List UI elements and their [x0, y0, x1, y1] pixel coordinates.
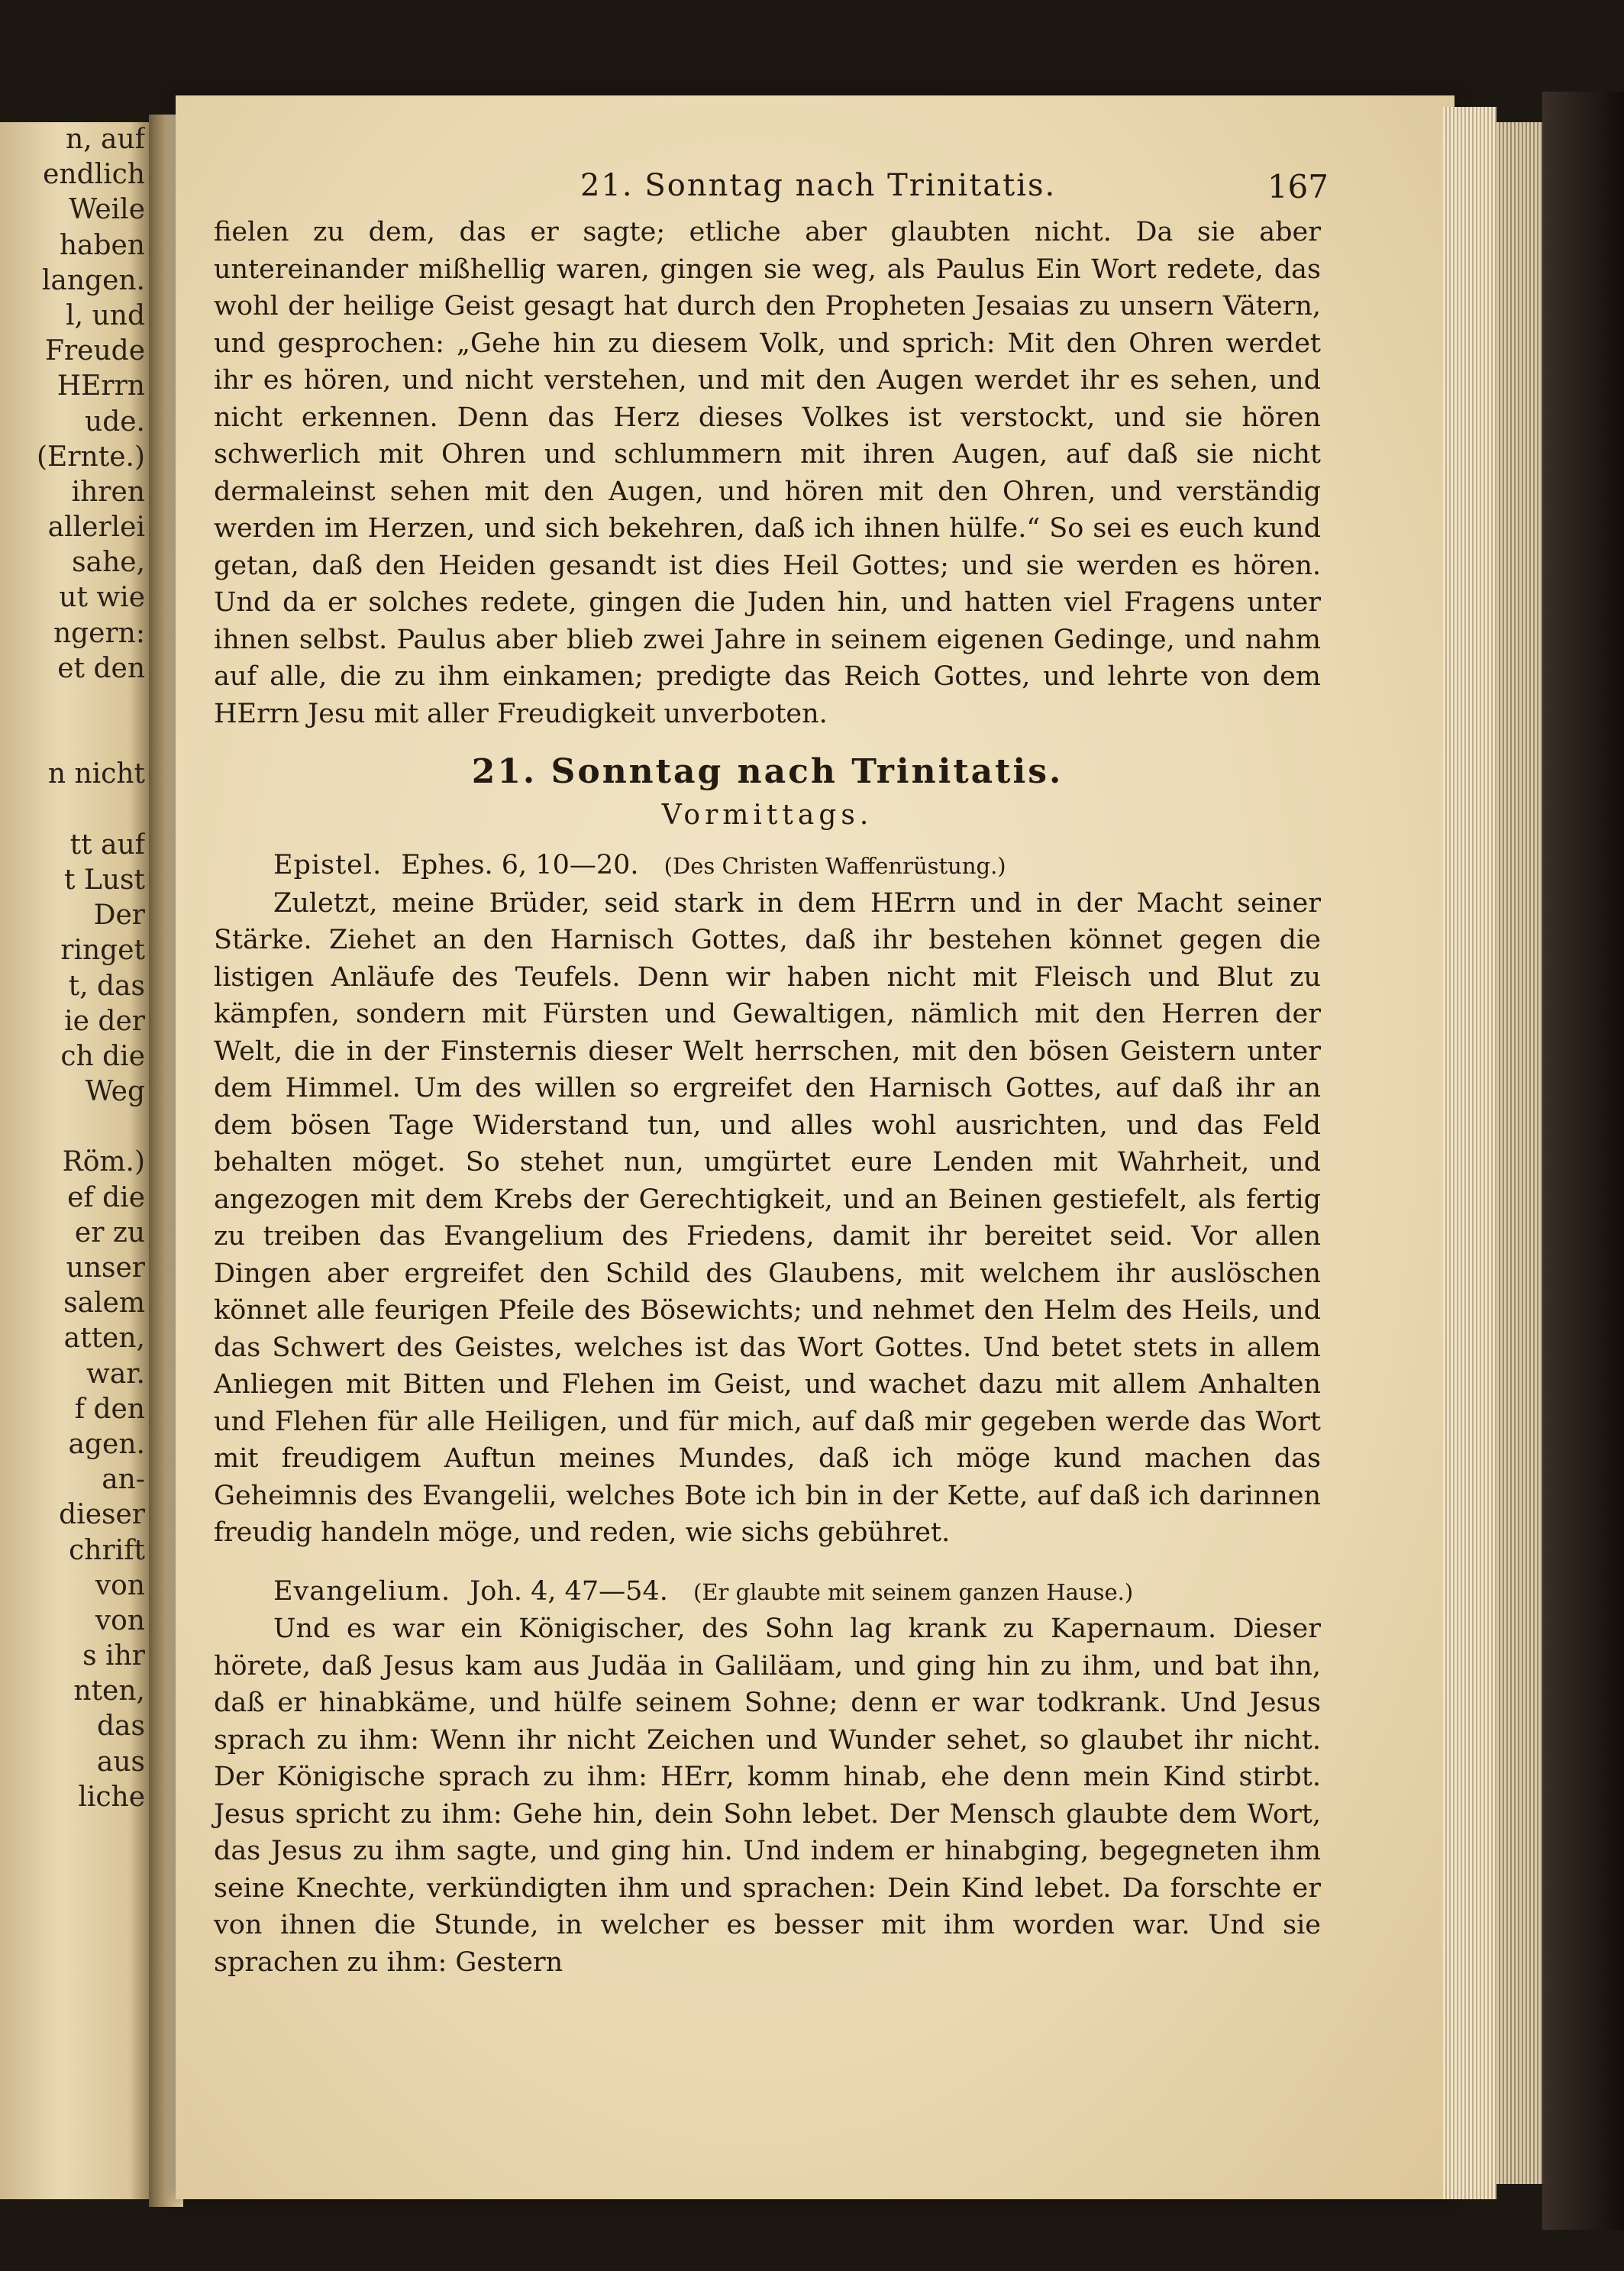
- left-page-line: n nicht: [47, 758, 145, 790]
- running-head: [214, 168, 1329, 214]
- epistle-text: Zuletzt, meine Brüder, seid stark in dem HErrn und in der Macht seiner Stärke. Ziehet an den Harnisch Gottes, daß ihr bestehen könnet gegen die listigen Anläufe des Teufels. Denn wir haben nicht mit Fleisch und Blut zu kämpfen, sondern mit Fürsten und Gewaltigen, nämlich mit den Herren der Welt, die in der Finsternis dieser Welt herrschen, mit den bösen Geistern unter dem Himmel. Um des willen so ergreifet den Harnisch Gottes, auf daß ihr an dem bösen Tage Widerstand tun, und alles wohl ausrichten, und das Feld behalten möget. So stehet nun, umgürtet eure Lenden mit Wahrheit, und angezogen mit dem Krebs der Gerechtigkeit, und an Beinen gestiefelt, als fertig zu treiben das Evangelium des Friedens, damit ihr bereitet seid. Vor allen Dingen aber ergreifet den Schild des Glaubens, mit welchem ihr auslöschen könnet alle feurigen Pfeile des Bösewichts; und nehmet den Helm des Heils, und das Schwert des Geistes, welches ist das Wort Gottes. Und betet stets in allem Anliegen mit Bitten und Flehen im Geist, und wachet dazu mit allem Anhalten und Flehen für alle Heiligen, und für mich, auf daß mir gegeben werde das Wort mit freudigem Auftun meines Mundes, daß ich möge kund machen das Geheimnis des Evangelii, welches Bote ich bin in der Kette, auf daß ich darinnen freudig handeln möge, und reden, wie sichs gebühret.: [214, 887, 1321, 1548]
- left-page-line: l, und: [66, 299, 145, 331]
- left-page-line: nten,: [73, 1675, 145, 1707]
- left-page-line: t Lust: [64, 864, 145, 896]
- left-page-line: HErrn: [57, 370, 145, 402]
- epistle-reference: Ephes. 6, 10—20.: [401, 850, 639, 880]
- left-page-line: Röm.): [62, 1146, 145, 1178]
- left-page-line: haben: [59, 229, 145, 261]
- left-page-line: von: [95, 1569, 145, 1601]
- left-page-line: das: [97, 1711, 145, 1743]
- left-page-line: Weile: [69, 194, 145, 226]
- left-page-line: aus: [96, 1746, 145, 1778]
- left-page-line: sahe,: [72, 547, 145, 579]
- page-edges: [1443, 107, 1496, 2199]
- page-content: [214, 168, 1329, 1981]
- left-page-line: war.: [86, 1358, 145, 1390]
- left-page-line: liche: [78, 1781, 145, 1813]
- left-page-line: ef die: [67, 1181, 145, 1213]
- left-page-line: ihren: [71, 476, 145, 508]
- left-page-line: [0, 1110, 145, 1145]
- page-number: 167: [1267, 168, 1329, 205]
- left-page-line: er zu: [74, 1216, 145, 1249]
- left-page-line: f den: [74, 1393, 145, 1425]
- epistle-note: (Des Christen Waffenrüstung.): [663, 853, 1006, 879]
- left-page-line: ie der: [64, 1005, 145, 1037]
- gospel-reference: Joh. 4, 47—54.: [470, 1575, 668, 1607]
- left-page-line: n, auf: [65, 124, 145, 155]
- left-page-line: allerlei: [47, 512, 145, 544]
- left-page-line: ut wie: [59, 582, 145, 614]
- epistle-label: Epistel.: [273, 850, 383, 880]
- gospel-text: Und es war ein Königischer, des Sohn lag krank zu Kapernaum. Dieser hörete, daß Jesus kam aus Judäa in Galiläam, und ging hin zu ihm, und bat ihn, daß er hinabkäme, und hülfe seinem Sohne; denn er war todkrank. Und Jesus sprach zu ihm: Wenn ihr nicht Zeichen und Wunder sehet, so glaubet ihr nicht. Der Königische sprach zu ihm: HErr, komm hinab, ehe denn mein Kind stirbt. Jesus spricht zu ihm: Gehe hin, dein Sohn lebet. Der Mensch glaubte dem Wort, das Jesus zu ihm sagte, und ging hin. Und indem er hinabging, begegneten ihm seine Knechte, verkündigten ihm und sprachen: Dein Kind lebet. Da forschte er von ihnen die Stunde, in welcher es besser mit ihm worden war. Und sie sprachen zu ihm: Gestern: [214, 1614, 1321, 1978]
- gospel-heading: [214, 1573, 1321, 1611]
- left-page-line: chrift: [69, 1534, 145, 1566]
- left-page-text: [0, 122, 145, 1815]
- left-page-line: [0, 722, 145, 757]
- left-page-line: ch die: [60, 1040, 145, 1072]
- left-page-line: an-: [102, 1464, 145, 1496]
- page-edges-back: [1496, 122, 1542, 2184]
- left-page-line: (Ernte.): [37, 441, 145, 473]
- left-page-line: atten,: [63, 1323, 145, 1355]
- left-page-line: Weg: [85, 1076, 145, 1108]
- left-page-line: tt auf: [69, 829, 145, 861]
- running-head-title: 21. Sonntag nach Trinitatis.: [580, 168, 1057, 203]
- left-page-line: von: [95, 1604, 145, 1636]
- left-page-line: ringet: [60, 935, 145, 967]
- left-page-line: unser: [66, 1252, 145, 1284]
- section-subheading: Vormittags.: [661, 800, 873, 831]
- left-page-line: agen.: [68, 1428, 145, 1460]
- left-page-line: salem: [63, 1287, 145, 1320]
- left-page-line: ngern:: [53, 617, 145, 649]
- left-page-line: [0, 793, 145, 828]
- left-page-line: langen.: [41, 264, 145, 296]
- left-page-line: Der: [93, 900, 145, 932]
- intro-paragraph: fielen zu dem, das er sagte; etliche aber glaubten nicht. Da sie aber untereinander mißhellig waren, gingen sie weg, als Paulus Ein Wort redete, das wohl der heilige Geist gesagt hat durch den Propheten Jesaias zu unsern Vätern, und gesprochen: „Gehe hin zu diesem Volk, und sprich: Mit den Ohren werdet ihr es hören, und nicht verstehen, und mit den Augen werdet ihr es sehen, und nicht erkennen. Denn das Herz dieses Volkes ist verstockt, und sie hören schwerlich mit Ohren und schlummern mit ihren Augen, auf daß sie nicht dermaleinst sehen mit den Augen, und hören mit den Ohren, und verständig werden im Herzen, und sich bekehren, daß ich ihnen hülfe.“ So sei es euch kund getan, daß den Heiden gesandt ist dies Heil Gottes; und sie werden es hören. Und da er solches redete, gingen die Juden hin, und hatten viel Fragens unter ihnen selbst. Paulus aber blieb zwei Jahre in seinem eigenen Gedinge, und nahm auf alle, die zu ihm einkamen; predigte das Reich Gottes, und lehrte von dem HErrn Jesu mit aller Freudigkeit unverboten.: [214, 217, 1321, 729]
- epistle-heading: [214, 847, 1321, 885]
- left-page-line: s ihr: [82, 1640, 145, 1672]
- left-page-line: [0, 686, 145, 722]
- book-cover: [1542, 92, 1624, 2230]
- left-page: [0, 122, 153, 2199]
- gospel-note: (Er glaubte mit seinem ganzen Hause.): [693, 1578, 1134, 1605]
- left-page-line: dieser: [59, 1499, 145, 1531]
- left-page-line: ude.: [85, 405, 145, 438]
- left-page-line: Freude: [44, 335, 145, 367]
- gospel-label: Evangelium.: [273, 1575, 451, 1607]
- left-page-line: et den: [57, 652, 145, 684]
- left-page-line: endlich: [43, 159, 145, 191]
- left-page-line: t, das: [68, 970, 145, 1002]
- section-heading: 21. Sonntag nach Trinitatis.: [471, 752, 1064, 791]
